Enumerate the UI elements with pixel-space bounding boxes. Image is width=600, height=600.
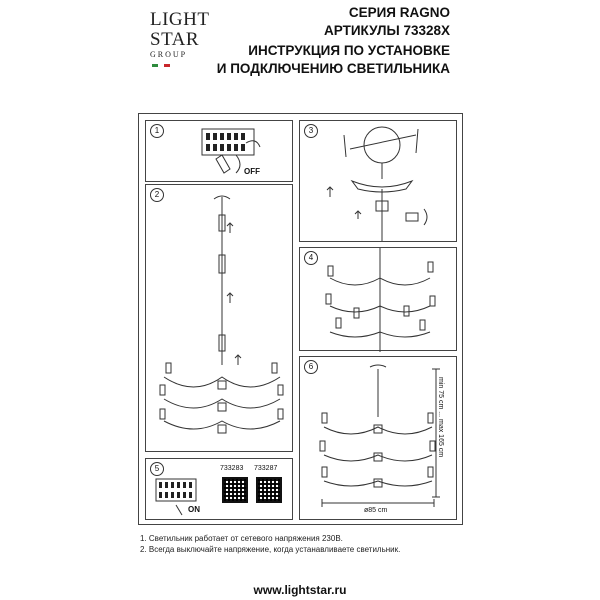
title-line-1: ИНСТРУКЦИЯ ПО УСТАНОВКЕ [248, 43, 450, 58]
step-5-panel [145, 458, 293, 520]
document-title [217, 42, 450, 78]
step-4-number: 4 [304, 251, 318, 265]
step-3-panel [299, 120, 457, 242]
step-4-panel [299, 247, 457, 351]
final-chandelier-illustration [300, 357, 458, 521]
lamp-installation-illustration [300, 248, 458, 352]
ceiling-mount-illustration [300, 121, 458, 243]
chandelier-assembly-illustration [146, 185, 294, 453]
italian-flag-icon [152, 64, 170, 67]
width-dimension-label: ø85 cm [364, 507, 388, 514]
qr-code-label-2: 733287 [254, 465, 278, 472]
website-link[interactable]: www.lightstar.ru [253, 583, 347, 597]
breaker-on-illustration [146, 459, 216, 521]
step-1-number: 1 [150, 124, 164, 138]
instruction-frame [138, 113, 463, 525]
logo-line-2: STAR [150, 29, 200, 50]
off-label: OFF [244, 167, 260, 176]
step-3-number: 3 [304, 124, 318, 138]
step-2-panel [145, 184, 293, 452]
on-label: ON [188, 505, 200, 514]
title-line-2: И ПОДКЛЮЧЕНИЮ СВЕТИЛЬНИКА [216, 61, 450, 76]
step-2-number: 2 [150, 188, 164, 202]
qr-code-1[interactable] [222, 477, 248, 503]
note-2: 2. Всегда выключайте напряжение, когда устанавливаете светильник. [140, 545, 401, 554]
notes-block [140, 533, 400, 555]
logo-line-3: GROUP [150, 50, 188, 59]
step-6-panel [299, 356, 457, 520]
brand-logo [150, 10, 212, 60]
breaker-off-illustration [146, 121, 294, 183]
qr-code-label-1: 733283 [220, 465, 244, 472]
series-name: СЕРИЯ RAGNO [348, 5, 450, 20]
note-1: 1. Светильник работает от сетевого напряжения 230В. [140, 534, 343, 543]
step-5-number: 5 [150, 462, 164, 476]
qr-code-2[interactable] [256, 477, 282, 503]
series-header [324, 4, 450, 40]
height-dimension-label: min 75 cm ... max 165 cm [437, 377, 444, 458]
step-1-panel [145, 120, 293, 182]
step-6-number: 6 [304, 360, 318, 374]
article-numbers: АРТИКУЛЫ 73328X [324, 23, 450, 38]
logo-line-1: LIGHT [150, 9, 210, 30]
